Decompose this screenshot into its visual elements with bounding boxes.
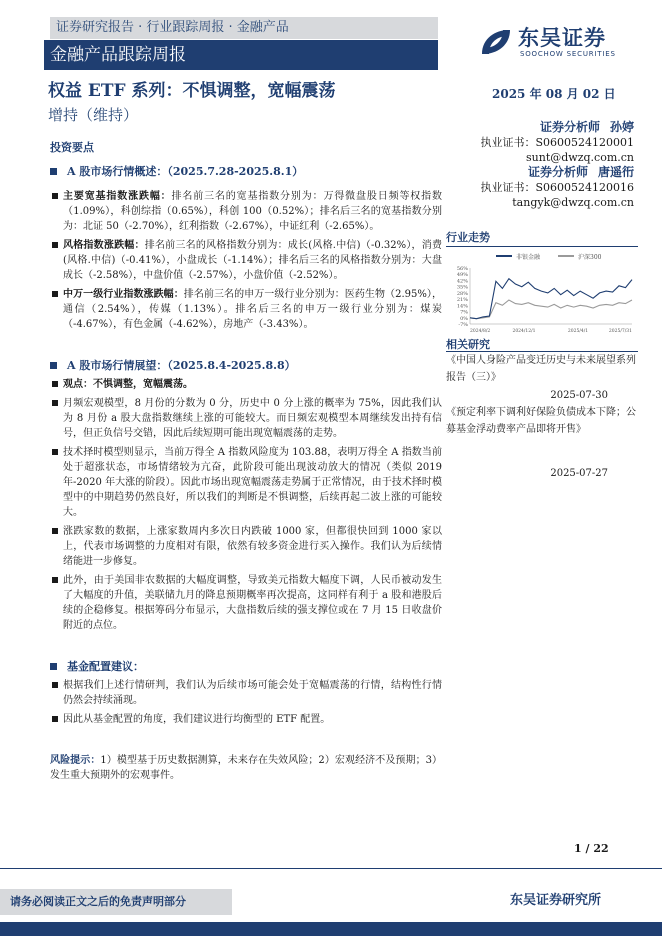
related-date: 2025-07-27 bbox=[550, 468, 608, 479]
logo-mark-icon bbox=[478, 24, 514, 60]
bullet-text: 排名前三名的申万一级行业分别为：医药生物（2.95%），通信（2.54%），传媒（1.13%）。排名后三名的申万一级行业分别为：煤炭（-4.67%），有色金属（-4.62%），房地产（-3.43%）。 bbox=[63, 289, 442, 330]
section-heading-fund-allocation bbox=[50, 659, 442, 674]
bullet-timing-model: 技术择时模型则显示，当前万得全 A 指数风险度为 103.88，表明万得全 A 指数当前处于超涨状态，市场情绪较为亢奋，此阶段可能出现波动放大的情况（类似 2019 年-2020 年大涨的阶段）。因此市场出现宽幅震荡走势属于正常情况，由于技术择时模型中的中期趋势仍然良好，所以我们的判断是不惧调整，后续再起二波上涨的可能较大。 bbox=[50, 445, 442, 520]
y-tick-label: 49% bbox=[456, 272, 468, 279]
analyst-1 bbox=[414, 120, 634, 165]
y-tick-label: 0% bbox=[460, 315, 468, 322]
analyst-name: 唐遥衎 bbox=[597, 165, 634, 179]
bullet-macro-model: 月频宏观模型，8 月份的分数为 0 分，历史中 0 分上涨的概率为 75%，因此我们认为 8 月份 a 股大盘指数继续上涨的可能较大。而日频宏观模型本周继续发出持有信号，但正负信号交错，因此后续短期可能出现宽幅震荡的走势。 bbox=[50, 396, 442, 441]
y-tick-label: 35% bbox=[456, 284, 468, 291]
x-tick-label: 2025/7/31 bbox=[608, 329, 632, 334]
report-type-banner: 金融产品跟踪周报 bbox=[44, 40, 438, 70]
section-label: 基金配置建议： bbox=[67, 660, 144, 673]
bullet-label: 风格指数涨跌幅： bbox=[63, 240, 145, 251]
x-tick-label: 2024/8/2 bbox=[470, 329, 491, 334]
bullet-fund-view: 根据我们上述行情研判，我们认为后续市场可能会处于宽幅震荡的行情，结构性行情仍然会持续涌现。 bbox=[50, 678, 442, 708]
page-number: 1 / 22 bbox=[574, 842, 609, 855]
analyst-role: 证券分析师 bbox=[539, 120, 600, 134]
footer-divider bbox=[0, 868, 662, 869]
square-bullet-icon bbox=[50, 362, 57, 369]
series-line-csi300 bbox=[470, 300, 632, 319]
bullet-label: 主要宽基指数涨跌幅： bbox=[63, 191, 172, 202]
series-line-nonbank-financial bbox=[470, 279, 632, 319]
logo-text: 东吴证券 bbox=[518, 26, 606, 50]
bullet-text: 排名前三名的风格指数分别为：成长(风格.中信)（-0.32%），消费(风格.中信)（-0.41%），小盘成长（-1.14%）；排名后三名的风格指数分别为：大盘成长（-2.58%），中盘价值（-2.57%），小盘价值（-2.52%）。 bbox=[63, 240, 442, 281]
key-points-heading: 投资要点 bbox=[50, 141, 94, 154]
y-tick-label: 14% bbox=[456, 303, 468, 310]
analyst-name: 孙婷 bbox=[609, 120, 634, 134]
x-tick-label: 2024/12/1 bbox=[512, 329, 536, 334]
bullet-fund-advice: 因此从基金配置的角度，我们建议进行均衡型的 ETF 配置。 bbox=[50, 712, 442, 727]
legend-label: 非银金融 bbox=[516, 254, 541, 261]
trend-chart bbox=[446, 250, 636, 336]
section-heading-market-outlook bbox=[50, 358, 442, 373]
y-tick-label: 42% bbox=[456, 278, 468, 285]
logo-subtext: SOOCHOW SECURITIES bbox=[520, 50, 616, 58]
related-item[interactable]: 《中国人身险产品变迁历史与未来展望系列报告（三）》 bbox=[446, 355, 636, 383]
analyst-2 bbox=[414, 165, 634, 210]
related-date: 2025-07-30 bbox=[550, 390, 608, 401]
company-logo bbox=[478, 20, 638, 64]
analyst-email[interactable]: tangyk@dwzq.com.cn bbox=[512, 196, 634, 209]
x-tick-label: 2025/4/1 bbox=[567, 329, 589, 334]
y-tick-label: 21% bbox=[456, 297, 468, 304]
square-bullet-icon bbox=[50, 663, 57, 670]
breadcrumb: 证券研究报告 · 行业跟踪周报 · 金融产品 bbox=[50, 17, 438, 39]
main-content bbox=[50, 140, 442, 783]
bullet-view bbox=[50, 377, 442, 392]
related-item[interactable]: 《预定利率下调利好保险负债成本下降；公募基金浮动费率产品即将开售》 bbox=[446, 407, 636, 435]
section-label: A 股市场行情展望： bbox=[67, 359, 168, 372]
legend-label: 沪深300 bbox=[578, 254, 602, 261]
bottom-band bbox=[0, 922, 662, 936]
trend-chart-svg bbox=[446, 250, 636, 336]
bullet-label: 中万一级行业指数涨跌幅： bbox=[63, 289, 184, 300]
section-label: A 股市场行情概述： bbox=[67, 165, 168, 178]
bullet-label: 观点： bbox=[63, 379, 93, 390]
y-tick-label: -7% bbox=[458, 322, 468, 328]
bullet-advance-decline: 涨跌家数的数据，上涨家数周内多次日内跌破 1000 家，但都很快回到 1000 家以上，代表市场调整的力度相对有限，依然有较多资金进行买入操作。我们认为后续情绪能进一步修复。 bbox=[50, 524, 442, 569]
bullet-industry-index bbox=[50, 287, 442, 332]
risk-label: 风险提示： bbox=[50, 755, 101, 766]
section-heading-market-overview bbox=[50, 164, 442, 179]
analyst-cert: 执业证书：S0600524120001 bbox=[480, 136, 634, 149]
bullet-style-index bbox=[50, 238, 442, 283]
bullet-text: 排名前三名的宽基指数分别为：万得微盘股日频等权指数（1.09%），科创综指（0.65%），科创 100（0.52%）；排名后三名的宽基指数分别为：北证 50（-2.70%），红利指数（-2.67%），中证红利（-2.65%）。 bbox=[63, 191, 443, 232]
risk-text: 1）模型基于历史数据测算，未来存在失效风险；2）宏观经济不及预期；3）发生重大预期外的宏观事件。 bbox=[50, 755, 443, 781]
analyst-cert: 执业证书：S0600524120016 bbox=[480, 181, 634, 194]
y-tick-label: 56% bbox=[456, 266, 468, 272]
bullet-broad-index bbox=[50, 189, 442, 234]
analyst-email[interactable]: sunt@dwzq.com.cn bbox=[526, 151, 634, 164]
analyst-role: 证券分析师 bbox=[527, 165, 588, 179]
y-tick-label: 7% bbox=[460, 309, 468, 316]
related-title: 相关研究 bbox=[446, 338, 490, 351]
footer-organization: 东吴证券研究所 bbox=[510, 893, 602, 908]
square-bullet-icon bbox=[50, 168, 57, 175]
disclaimer-note: 请务必阅读正文之后的免责声明部分 bbox=[0, 889, 232, 915]
bullet-text: 不惧调整，宽幅震荡。 bbox=[93, 379, 193, 390]
rating: 增持（维持） bbox=[48, 106, 139, 124]
bullet-fx-macro: 此外，由于美国非农数据的大幅度调整，导致美元指数大幅度下调，人民币被动发生了大幅度的升值，美联储九月的降息预期概率再次提高，这同样有利于 a 股和港股后续的企稳修复。根据筹码分布显示，大盘指数后续的强支撑位或在 7 月 15 日收盘价附近的点位。 bbox=[50, 573, 442, 633]
trend-divider bbox=[446, 246, 638, 247]
report-title: 权益 ETF 系列：不惧调整，宽幅震荡 bbox=[48, 81, 336, 101]
section-range: （2025.7.28-2025.8.1） bbox=[167, 165, 304, 178]
y-tick-label: 28% bbox=[456, 290, 468, 297]
risk-warning bbox=[50, 753, 442, 783]
section-range: （2025.8.4-2025.8.8） bbox=[167, 359, 296, 372]
report-date: 2025 年 08 月 02 日 bbox=[492, 87, 616, 101]
trend-title: 行业走势 bbox=[446, 231, 490, 244]
